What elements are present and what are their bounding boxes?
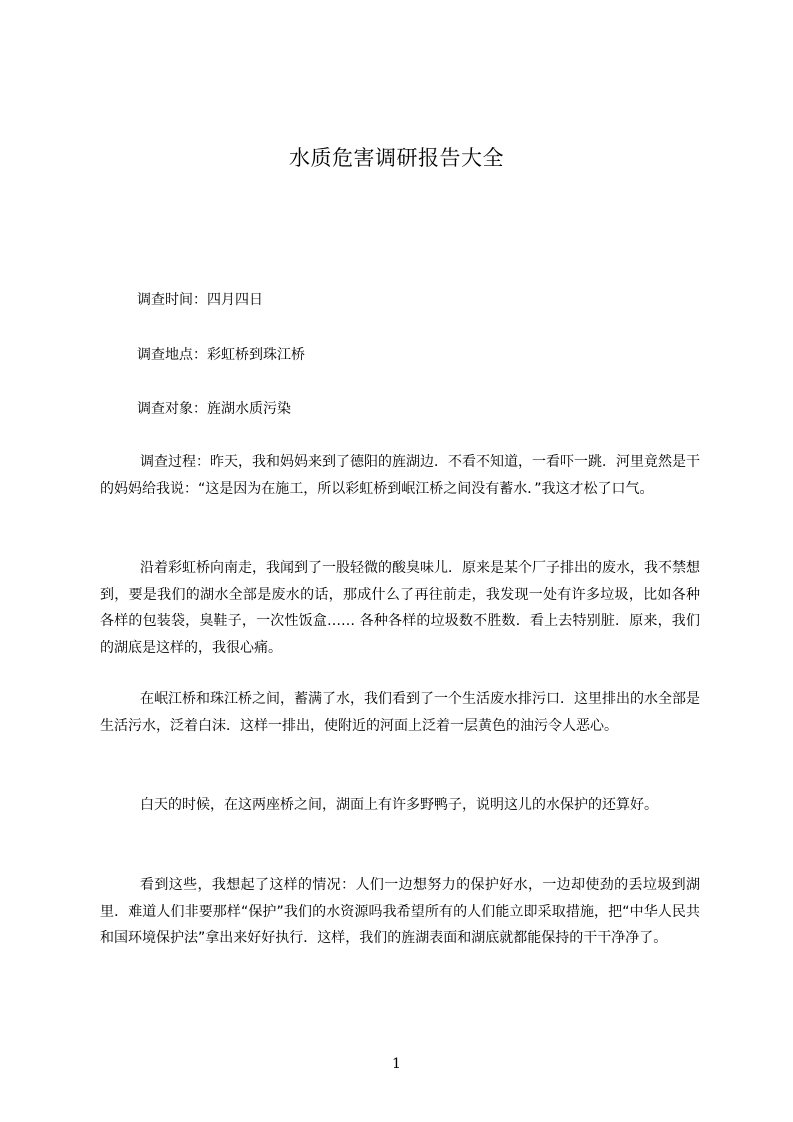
survey-location: 调查地点：彩虹桥到珠江桥 [137,347,305,363]
document-title: 水质危害调研报告大全 [289,146,504,170]
paragraph-wild-ducks: 白天的时候，在这两座桥之间，湖面上有许多野鸭子，说明这儿的水保护的还算好。 [140,797,658,813]
paragraph-conclusion: 看到这些，我想起了这样的情况：人们一边想努力的保护好水，一边却使劲的丢垃圾到湖里．难道人们非要那样“保护”我们的水资源吗我希望所有的人们能立即采取措施，把“中华人民共和国环境保护法”拿出来好好执行．这样，我们的旌湖表面和湖底就都能保持的干干净净了。 [100,877,700,946]
paragraph-process: 调查过程：昨天，我和妈妈来到了德阳的旌湖边．不看不知道，一看吓一跳．河里竟然是干的妈妈给我说：“这是因为在施工，所以彩虹桥到岷江桥之间没有蓄水．”我这才松了口气。 [100,454,700,497]
survey-time: 调查时间：四月四日 [137,292,263,308]
paragraph-south-walk: 沿着彩虹桥向南走，我闻到了一股轻微的酸臭味儿．原来是某个厂子排出的废水，我不禁想到，要是我们的湖水全部是废水的话，那成什么了再往前走，我发现一处有许多垃圾，比如各种各样的包装袋，臭鞋子，一次性饭盒…… 各种各样的垃圾数不胜数．看上去特别脏．原来，我们的湖底是这样的，我很心痛。 [100,560,700,656]
page-number: 1 [392,1056,401,1072]
paragraph-sewage-outlet: 在岷江桥和珠江桥之间，蓄满了水，我们看到了一个生活废水排污口．这里排出的水全部是生活污水，泛着白沫．这样一排出，使附近的河面上泛着一层黄色的油污令人恶心。 [100,691,700,734]
survey-subject: 调查对象：旌湖水质污染 [137,401,291,417]
